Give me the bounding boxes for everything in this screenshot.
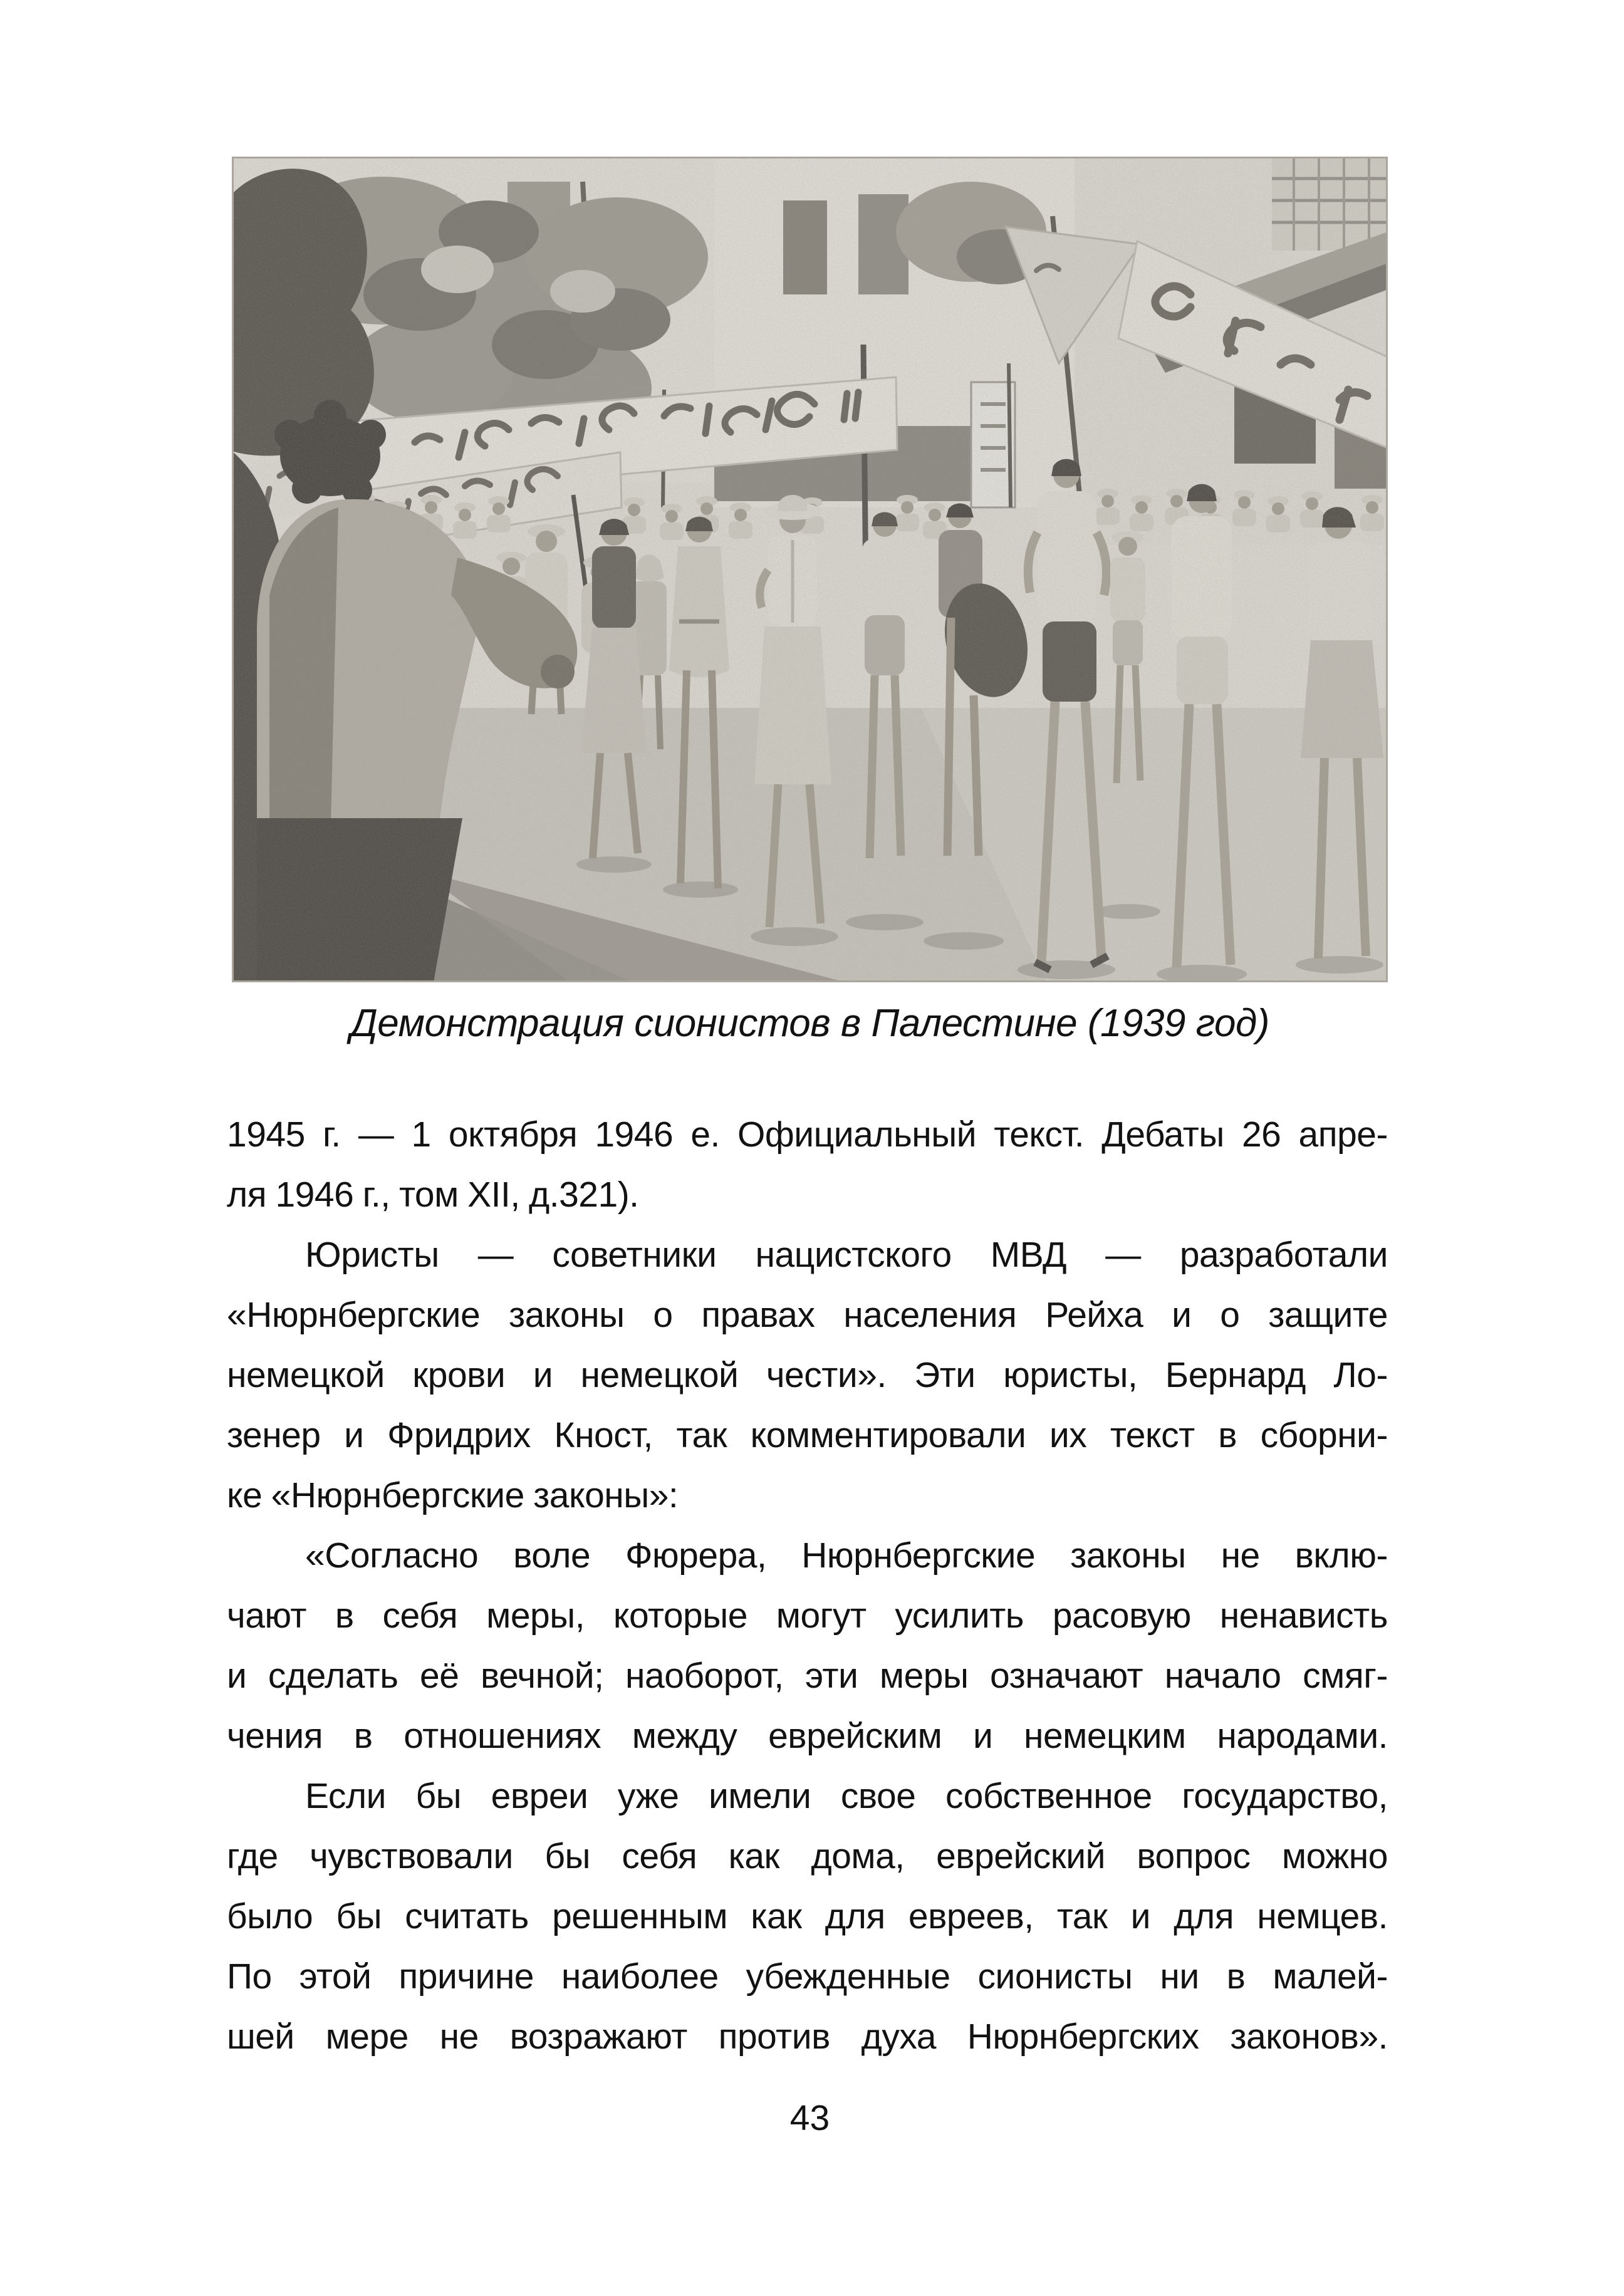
text-line: шей мере не возражают против духа Нюрнбергских законов».: [227, 2017, 1388, 2057]
text-line: Если бы евреи уже имели свое собственное государство,: [305, 1776, 1388, 1816]
paragraph: [227, 1766, 1388, 2067]
text-line: зенер и Фридрих Кност, так комментировали их текст в сборни-: [227, 1415, 1388, 1455]
text-line: Юристы — советники нацистского МВД — разработали: [305, 1235, 1388, 1275]
text-line: «Согласно воле Фюрера, Нюрнбергские законы не вклю-: [305, 1535, 1388, 1576]
text-line: «Нюрнбергские законы о правах населения Рейха и о защите: [227, 1295, 1388, 1335]
text-line: ке «Нюрнбергские законы»:: [227, 1475, 679, 1515]
text-line: чают в себя меры, которые могут усилить расовую ненависть: [227, 1596, 1388, 1636]
photo-scene: [232, 157, 1388, 982]
body-text: [227, 1104, 1388, 2067]
photo-caption: Демонстрация сионистов в Палестине (1939 год): [350, 1002, 1269, 1045]
text-line: чения в отношениях между еврейским и немецким народами.: [227, 1716, 1388, 1756]
text-line: и сделать её вечной; наоборот, эти меры означают начало смяг-: [227, 1656, 1388, 1696]
paragraph: [227, 1225, 1388, 1525]
paragraph: [227, 1525, 1388, 1766]
text-line: По этой причине наиболее убежденные сионисты ни в малей-: [227, 1956, 1388, 1997]
photo-veil: [232, 157, 1388, 982]
paragraph: [227, 1104, 1388, 1225]
text-line: было бы считать решенным как для евреев, так и для немцев.: [227, 1896, 1388, 1936]
photo-demonstration: [232, 157, 1388, 982]
text-line: где чувствовали бы себя как дома, еврейский вопрос можно: [227, 1836, 1388, 1876]
text-line: 1945 г. — 1 октября 1946 е. Официальный текст. Дебаты 26 апре-: [227, 1114, 1388, 1155]
text-line: немецкой крови и немецкой чести». Эти юристы, Бернард Ло-: [227, 1355, 1388, 1395]
text-line: ля 1946 г., том XII, д.321).: [227, 1175, 639, 1215]
page-number: 43: [789, 2098, 830, 2138]
